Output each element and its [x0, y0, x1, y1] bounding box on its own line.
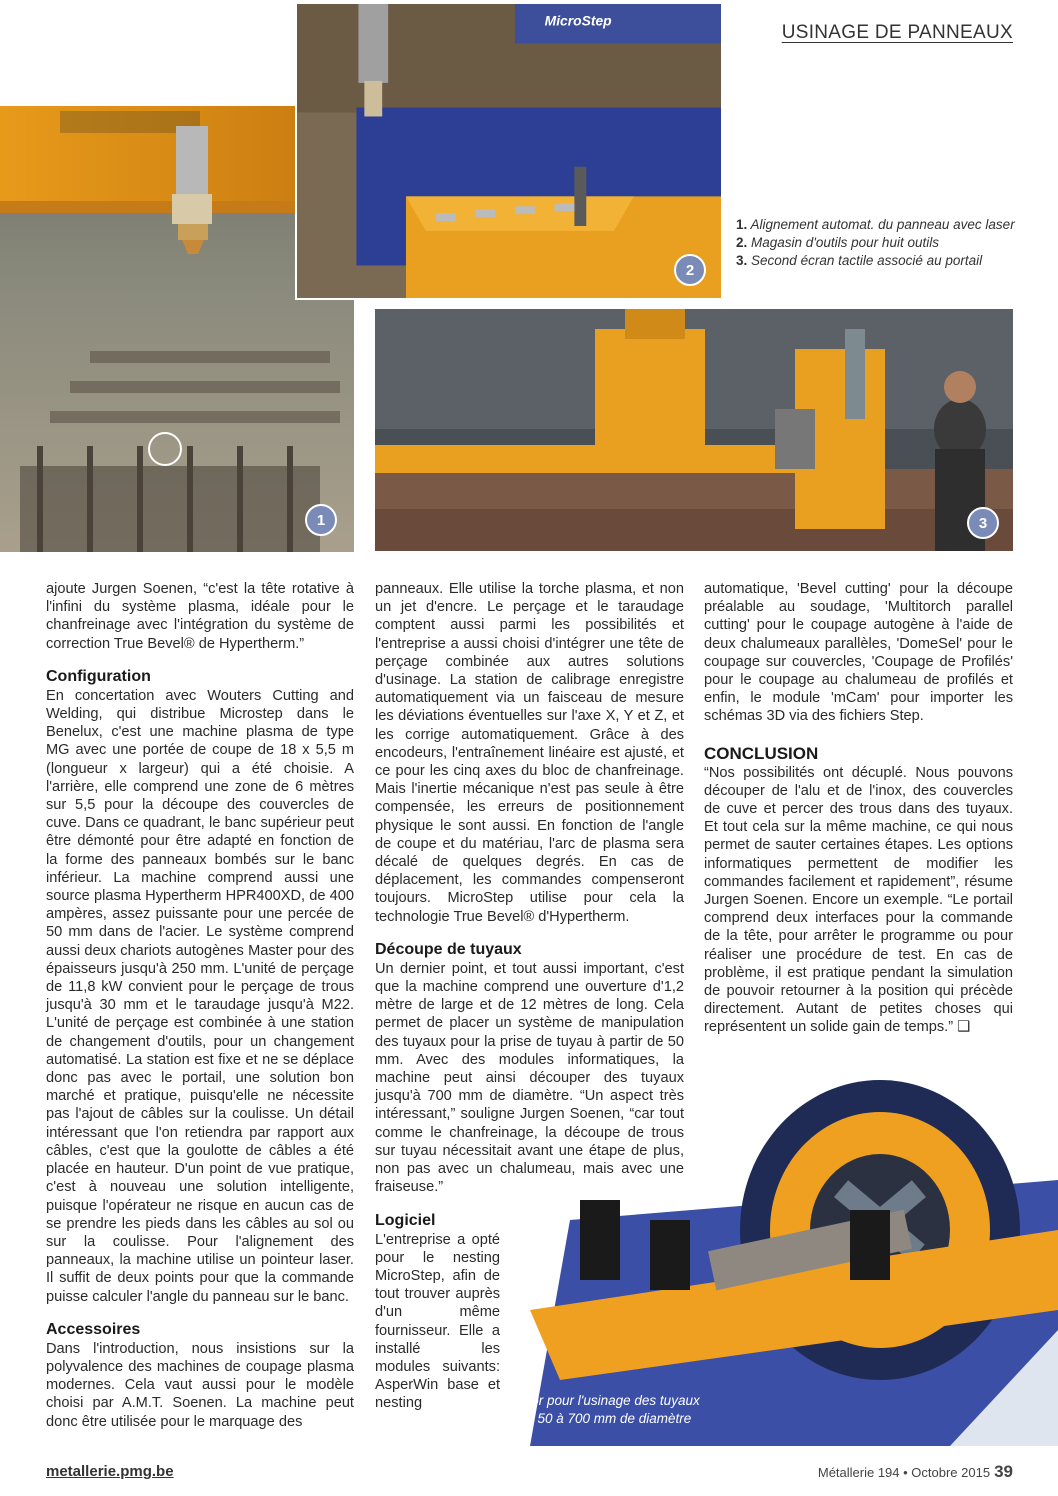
issue-label: Métallerie 194 • Octobre 2015 — [817, 1465, 991, 1480]
accessoires-paragraph: Dans l'introduction, nous insistions sur la polyvalence des machines de coupage plasma modernes. Cela vaut aussi pour le modèle choisi par A.M.T. Soenen. La machine peut donc être utilisée pour le marquage des — [46, 1340, 354, 1430]
microstep-logo: MicroStep — [544, 12, 612, 29]
intro-paragraph: ajoute Jurgen Soenen, “c'est la tête rotative à l'infini du système plasma, idéale pour le chanfreinage avec l'intégration du système de correction True Bevel® de Hypertherm.” — [46, 581, 354, 652]
configuration-paragraph: En concertation avec Wouters Cutting and Welding, qui distribue Microstep dans le Benelux, c'est une machine plasma de type MG avec une portée de coupe de 18 x 5,5 m (longueur x largeur) qui a été choisie. A l'arrière, elle comprend une zone de 6 mètres sur 5,5 pour la découpe des couvercles de cuve. Dans ce quadrant, le banc supérieur peut être démonté pour être adapté en fonction de la forme des panneaux bombés sur le banc inférieur. La machine comprend aussi une source plasma Hypertherm HPR400XD, de 400 ampères, assez puissante pour une percée de 50 mm dans de l'acier. Le système comprend aussi deux chariots autogènes Master pour des épaisseurs jusqu'à 250 mm. L'unité de perçage de 11,8 kW convient pour le perçage de trous jusqu'à 30 mm et le taraudage jusqu'à M22. L'unité de perçage est combinée à une station de changement d'outils, pour un changement automatisé. La station est fixe et ne se déplace donc pas avec le portail, une solution bon marché et pratique, puisqu'elle ne nécessite pas l'ajout de câbles sur la coulisse. Un détail intéressant que l'on retiendra par rapport aux câbles, c'est que la goulotte de câbles a été placée en hauteur. D'un point de vue pratique, c'est à nouveau une solution intelligente, puisque l'opérateur ne risque en aucun cas de se prendre les pieds dans les câbles au sol ou sur la coulisse. Pour l'alignement des panneaux, la machine utilise un pointeur laser. Il suffit de deux points pour que la commande puisse calculer l'angle du panneau sur le banc. — [46, 687, 354, 1305]
column3-paragraph: automatique, 'Bevel cutting' pour la découpe préalable au soudage, 'Multitorch parallel cutting' pour le coupage autogène à l'aide de deux chalumeaux parallèles, 'DomeSel' pour le coupage sur couvercles, 'Coupage de Profilés' pour le coupage au chalumeau de profilés et enfin, le module 'mCam' pour importer les schémas 3D via des fichiers Step. — [704, 581, 1013, 725]
heading-configuration: Configuration — [46, 667, 151, 685]
photo-captions — [736, 216, 1036, 270]
logiciel-paragraph: L'entreprise a opté pour le nesting MicroStep, afin de tout trouver auprès d'un même fournisseur. Elle a installé les modules suivants: AsperWin base et nesting — [375, 1231, 500, 1412]
column2-paragraph: panneaux. Elle utilise la torche plasma, et non un jet d'encre. Le perçage et le taraudage comptent aussi parmi les possibilités et l'entreprise a aussi choisi d'intégrer une tête de perçage combinée aux autres solutions d'usinage. La station de calibrage enregistre automatiquement via un faisceau de mesure les déviations éventuelles sur l'axe X, Y et Z, et les corrige automatiquement. Grâce à des encodeurs, l'entraînement linéaire est ajusté, et ce pour les cinq axes du bloc de chanfreinage. Mais l'inertie mécanique n'est pas seule à être compensée, les erreurs de positionnement physique le sont aussi. En fonction de l'angle de coupe et du matériau, l'arc de plasma sera décalé de quelques degrés. En cas de déplacement, les commandes compenseront toujours. MicroStep utilise pour cela la technologie True Bevel® d'Hypertherm. — [375, 581, 684, 925]
caption-2: 2. Magasin d'outils pour huit outils — [736, 235, 939, 250]
article-column-1 — [46, 580, 354, 1431]
section-title: USINAGE DE PANNEAUX — [781, 22, 1013, 43]
article-column-2 — [375, 580, 684, 1413]
photo-tool-magazine — [295, 2, 723, 300]
photo-badge-3: 3 — [967, 507, 999, 539]
footer-issue — [818, 1462, 1013, 1482]
heading-logiciel: Logiciel — [375, 1211, 436, 1229]
heading-accessoires: Accessoires — [46, 1320, 141, 1338]
conclusion-paragraph: “Nos possibilités ont décuplé. Nous pouvons découper de l'alu et de l'inox, des couvercles de cuve et percer des trous dans des tuyaux. Et tout cela sur la même machine, ce qui nous permet de sauter certaines étapes. Les options informatiques permettent de modifier les commandes facilement et rapidement”, résume Jurgen Soenen. Encore un exemple. “Le portail comprend deux interfaces pour la commande de la tête, pour arrêter le programme ou pour réaliser une procédure de test. En cas de problème, il est pratique pendant la simulation de pouvoir retourner à la position qui précède directement. Autant de petites choses qui représentent un solide gain de temps.” ❑ — [704, 764, 1013, 1036]
photo-badge-1: 1 — [305, 504, 337, 536]
heading-conclusion: CONCLUSION — [704, 743, 819, 763]
photo-gantry-operator — [375, 309, 1013, 551]
article-column-3 — [704, 580, 1013, 1037]
caption-1: 1. Alignement automat. du panneau avec laser — [736, 217, 1015, 232]
rotor-caption: Rotor pour l'usinage des tuyaux de 50 à 700 mm de diamètre — [510, 1393, 700, 1426]
footer-website-link[interactable]: metallerie.pmg.be — [46, 1463, 174, 1480]
page-number: 39 — [994, 1462, 1013, 1481]
tuyaux-paragraph: Un dernier point, et tout aussi important, c'est que la machine comprend une ouverture d'1,2 mètre de large et de 12 mètres de long. Cela permet de placer un système de manipulation des tuyaux pour la prise de tuyau à partir de 50 mm. Avec des modules informatiques, la machine peut ainsi découper des tuyaux jusqu'à 700 mm de diamètre. “Un aspect très intéressant,” souligne Jurgen Soenen, “car tout comme le chanfreinage, la découpe de trous sur tuyau nécessitait avant une étape de plus, non pas avec un chalumeau, mais avec une fraiseuse.” — [375, 960, 684, 1196]
caption-3: 3. Second écran tactile associé au portail — [736, 253, 983, 268]
heading-decoupe-tuyaux: Découpe de tuyaux — [375, 940, 522, 958]
photo-badge-2: 2 — [674, 254, 706, 286]
